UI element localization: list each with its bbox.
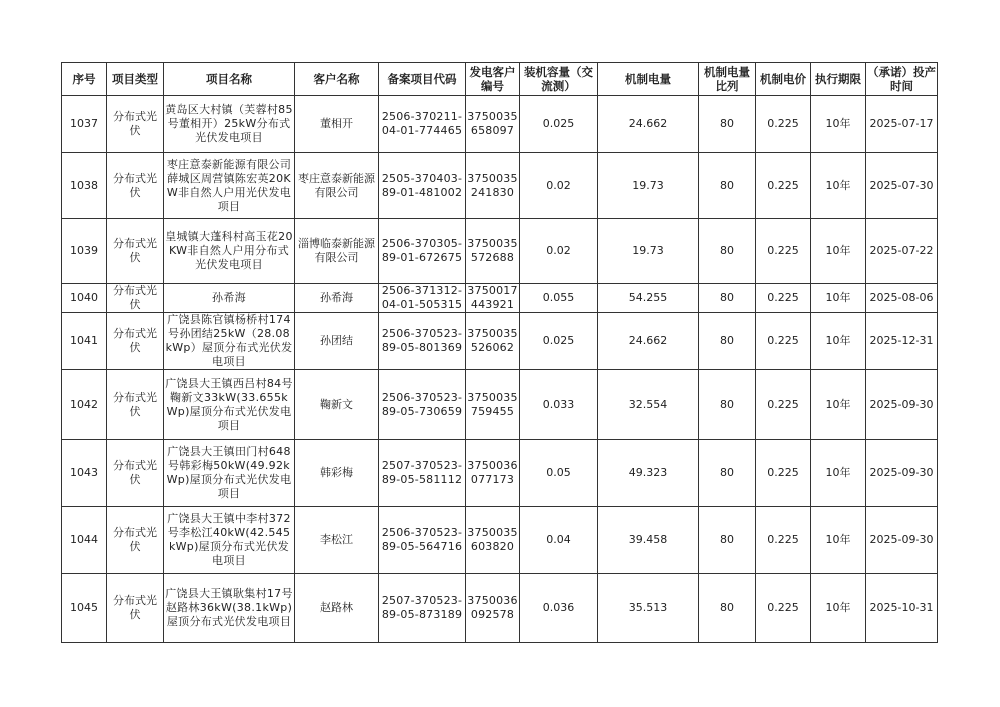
cell-seq: 1038 [62, 153, 107, 219]
cell-capacity: 0.025 [520, 96, 598, 153]
cell-price: 0.225 [756, 153, 811, 219]
cell-type: 分布式光伏 [107, 284, 164, 313]
cell-term: 10年 [811, 370, 866, 440]
header-row [62, 63, 938, 96]
cell-filing-code: 2505-370403-89-01-481002 [379, 153, 466, 219]
cell-term: 10年 [811, 507, 866, 574]
cell-type: 分布式光伏 [107, 507, 164, 574]
cell-filing-code: 2506-370211-04-01-774465 [379, 96, 466, 153]
table-row [62, 507, 938, 574]
cell-ratio: 80 [699, 440, 756, 507]
cell-project-name: 广饶县陈官镇杨桥村174号孙团结25kW（28.08kWp）屋顶分布式光伏发电项目 [164, 313, 295, 370]
cell-capacity: 0.033 [520, 370, 598, 440]
cell-term: 10年 [811, 284, 866, 313]
header-col-price: 机制电价 [756, 63, 811, 96]
cell-seq: 1043 [62, 440, 107, 507]
cell-ratio: 80 [699, 284, 756, 313]
header-col-capacity: 装机容量（交流测） [520, 63, 598, 96]
cell-project-name: 广饶县大王镇田门村648号韩彩梅50kW(49.92kWp)屋顶分布式光伏发电项目 [164, 440, 295, 507]
cell-capacity: 0.05 [520, 440, 598, 507]
cell-ratio: 80 [699, 153, 756, 219]
cell-customer: 枣庄意泰新能源有限公司 [295, 153, 379, 219]
cell-seq: 1037 [62, 96, 107, 153]
cell-project-name: 皇城镇大蓬科村高玉花20KW非自然人户用分布式光伏发电项目 [164, 219, 295, 284]
table-row [62, 574, 938, 643]
cell-energy: 39.458 [598, 507, 699, 574]
cell-type: 分布式光伏 [107, 96, 164, 153]
header-col-ratio: 机制电量比列 [699, 63, 756, 96]
cell-type: 分布式光伏 [107, 574, 164, 643]
header-col-filing-code: 备案项目代码 [379, 63, 466, 96]
cell-filing-code: 2506-370523-89-05-730659 [379, 370, 466, 440]
cell-type: 分布式光伏 [107, 219, 164, 284]
cell-capacity: 0.04 [520, 507, 598, 574]
cell-customer-no: 3750036077173 [466, 440, 520, 507]
cell-seq: 1039 [62, 219, 107, 284]
cell-filing-code: 2506-370523-89-05-801369 [379, 313, 466, 370]
cell-customer-no: 3750035241830 [466, 153, 520, 219]
cell-capacity: 0.055 [520, 284, 598, 313]
cell-price: 0.225 [756, 370, 811, 440]
cell-seq: 1040 [62, 284, 107, 313]
cell-type: 分布式光伏 [107, 153, 164, 219]
cell-ratio: 80 [699, 96, 756, 153]
cell-filing-code: 2506-371312-04-01-505315 [379, 284, 466, 313]
cell-filing-code: 2507-370523-89-05-873189 [379, 574, 466, 643]
cell-customer-no: 3750035759455 [466, 370, 520, 440]
header-col-project-name: 项目名称 [164, 63, 295, 96]
table-row [62, 96, 938, 153]
cell-project-name: 黄岛区大村镇（芙蓉村85号董相开）25kW分布式光伏发电项目 [164, 96, 295, 153]
cell-filing-code: 2507-370523-89-05-581112 [379, 440, 466, 507]
cell-seq: 1042 [62, 370, 107, 440]
cell-customer: 孙团结 [295, 313, 379, 370]
header-col-customer-no: 发电客户编号 [466, 63, 520, 96]
cell-energy: 35.513 [598, 574, 699, 643]
cell-project-name: 广饶县大王镇西吕村84号鞠新文33kW(33.655kWp)屋顶分布式光伏发电项目 [164, 370, 295, 440]
cell-customer-no: 3750017443921 [467, 284, 518, 311]
cell-type: 分布式光伏 [107, 370, 164, 440]
cell-price: 0.225 [756, 96, 811, 153]
cell-filing-code: 2506-370305-89-01-672675 [379, 219, 466, 284]
cell-type: 分布式光伏 [107, 313, 164, 370]
cell-type: 分布式光伏 [107, 440, 164, 507]
table-row [62, 284, 938, 313]
cell-date: 2025-07-17 [866, 96, 938, 153]
cell-customer-no: 3750035526062 [466, 313, 520, 370]
cell-energy: 19.73 [598, 153, 699, 219]
cell-filing-code: 2506-370523-89-05-564716 [379, 507, 466, 574]
cell-term: 10年 [811, 440, 866, 507]
table-row [62, 440, 938, 507]
cell-seq: 1045 [62, 574, 107, 643]
header-col-term: 执行期限 [811, 63, 866, 96]
cell-term: 10年 [811, 96, 866, 153]
cell-price: 0.225 [756, 313, 811, 370]
cell-term: 10年 [811, 219, 866, 284]
cell-customer: 赵路林 [295, 574, 379, 643]
cell-energy: 54.255 [598, 284, 699, 313]
header-col-seq: 序号 [62, 63, 107, 96]
cell-customer: 董相开 [295, 96, 379, 153]
cell-price: 0.225 [756, 284, 811, 313]
cell-date: 2025-08-06 [866, 284, 938, 313]
cell-project-name: 孙希海 [164, 284, 295, 313]
cell-price: 0.225 [756, 219, 811, 284]
cell-date: 2025-09-30 [866, 507, 938, 574]
cell-project-name: 广饶县大王镇耿集村17号赵路林36kW(38.1kWp)屋顶分布式光伏发电项目 [164, 574, 295, 643]
cell-customer: 孙希海 [295, 284, 379, 313]
cell-seq: 1044 [62, 507, 107, 574]
cell-customer: 李松江 [295, 507, 379, 574]
cell-energy: 19.73 [598, 219, 699, 284]
cell-ratio: 80 [699, 219, 756, 284]
cell-capacity: 0.036 [520, 574, 598, 643]
cell-price: 0.225 [756, 507, 811, 574]
cell-date: 2025-09-30 [866, 440, 938, 507]
header-col-type: 项目类型 [107, 63, 164, 96]
cell-customer: 鞠新文 [295, 370, 379, 440]
cell-energy: 24.662 [598, 313, 699, 370]
cell-customer-no: 3750035603820 [466, 507, 520, 574]
header-col-date: （承诺）投产时间 [866, 63, 938, 96]
cell-capacity: 0.02 [520, 219, 598, 284]
cell-date: 2025-10-31 [866, 574, 938, 643]
cell-project-name: 枣庄意泰新能源有限公司薛城区周营镇陈宏英20KW非自然人户用光伏发电项目 [164, 153, 295, 219]
cell-customer-no: 3750036092578 [466, 574, 520, 643]
cell-price: 0.225 [756, 440, 811, 507]
cell-ratio: 80 [699, 313, 756, 370]
table-body [62, 96, 938, 643]
data-table [61, 62, 938, 643]
cell-energy: 24.662 [598, 96, 699, 153]
cell-customer: 韩彩梅 [295, 440, 379, 507]
cell-energy: 32.554 [598, 370, 699, 440]
cell-energy: 49.323 [598, 440, 699, 507]
cell-term: 10年 [811, 574, 866, 643]
header-col-customer: 客户名称 [295, 63, 379, 96]
table-row [62, 370, 938, 440]
cell-date: 2025-12-31 [866, 313, 938, 370]
cell-ratio: 80 [699, 370, 756, 440]
cell-date: 2025-07-22 [866, 219, 938, 284]
cell-price: 0.225 [756, 574, 811, 643]
cell-date: 2025-09-30 [866, 370, 938, 440]
cell-customer: 淄博临泰新能源有限公司 [295, 219, 379, 284]
cell-customer-no: 3750035572688 [466, 219, 520, 284]
cell-ratio: 80 [699, 574, 756, 643]
cell-date: 2025-07-30 [866, 153, 938, 219]
cell-capacity: 0.02 [520, 153, 598, 219]
cell-project-name: 广饶县大王镇中李村372号李松江40kW(42.545kWp)屋顶分布式光伏发电项目 [164, 507, 295, 574]
table-row [62, 313, 938, 370]
table-row [62, 219, 938, 284]
cell-seq: 1041 [62, 313, 107, 370]
table-row [62, 153, 938, 219]
cell-term: 10年 [811, 153, 866, 219]
cell-capacity: 0.025 [520, 313, 598, 370]
cell-customer-no: 3750035658097 [466, 96, 520, 153]
cell-term: 10年 [811, 313, 866, 370]
cell-ratio: 80 [699, 507, 756, 574]
header-col-energy: 机制电量 [598, 63, 699, 96]
